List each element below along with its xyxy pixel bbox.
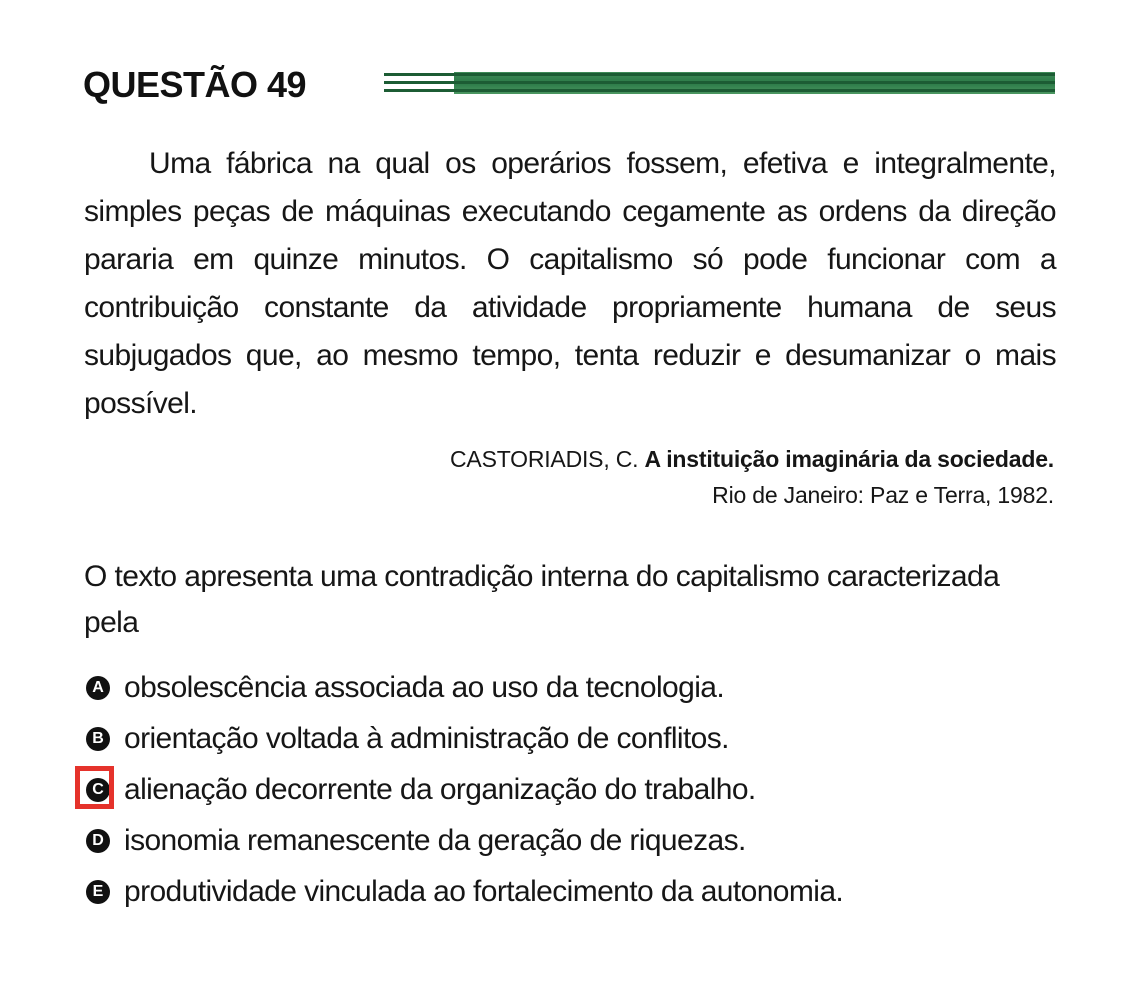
option-letter-c-icon: C (86, 778, 110, 802)
option-text-d: isonomia remanescente da geração de riquezas. (124, 823, 746, 857)
header-decorative-bar (384, 68, 1055, 98)
option-c[interactable] (82, 764, 1072, 815)
option-letter-b-icon: B (86, 727, 110, 751)
citation-publisher: Rio de Janeiro: Paz e Terra, 1982. (712, 482, 1054, 508)
passage-text: Uma fábrica na qual os operários fossem, efetiva e integralmente, simples peças de máquinas executando cegamente as ordens da direção pararia em quinze minutos. O capitalismo só pode funcionar com a contribuição constante da atividade propriamente humana de seus subjugados que, ao mesmo tempo, tenta reduzir e desumanizar o mais possível. (84, 147, 1056, 420)
option-e[interactable] (82, 866, 1072, 917)
option-text-c: alienação decorrente da organização do trabalho. (124, 772, 756, 806)
header-bar-line (384, 81, 1055, 84)
option-a[interactable] (82, 662, 1072, 713)
option-text-e: produtividade vinculada ao fortalecimento da autonomia. (124, 874, 844, 908)
option-b[interactable] (82, 713, 1072, 764)
question-prompt: O texto apresenta uma contradição interna do capitalismo caracterizada pela (84, 560, 1000, 639)
citation-author: CASTORIADIS, C. (450, 446, 639, 472)
option-letter-e-icon: E (86, 880, 110, 904)
option-letter-a-icon: A (86, 676, 110, 700)
option-d[interactable] (82, 815, 1072, 866)
citation (450, 441, 1054, 513)
option-letter-d-icon: D (86, 829, 110, 853)
header-bar-line (384, 73, 1055, 76)
question-title: QUESTÃO 49 (83, 64, 307, 105)
question-header (83, 60, 1055, 110)
citation-line-1 (450, 441, 1054, 477)
option-text-b: orientação voltada à administração de conflitos. (124, 721, 729, 755)
option-text-a: obsolescência associada ao uso da tecnologia. (124, 670, 725, 704)
answer-options (82, 662, 1072, 917)
citation-title: A instituição imaginária da sociedade. (644, 446, 1054, 472)
header-bar-line (384, 89, 1055, 92)
